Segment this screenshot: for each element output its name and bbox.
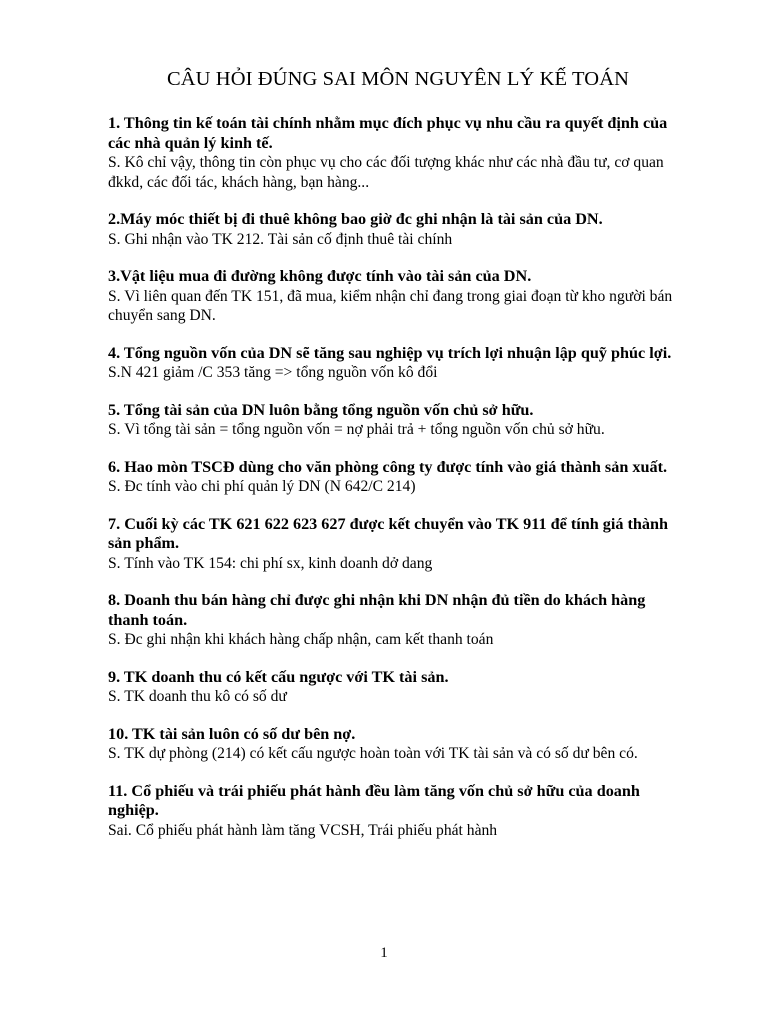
question-text: 9. TK doanh thu có kết cấu ngược với TK tài sản. [108,667,449,686]
qa-item [108,401,688,440]
question-text: 6. Hao mòn TSCĐ dùng cho văn phòng công ty được tính vào giá thành sản xuất. [108,457,668,476]
question-text: 1. Thông tin kế toán tài chính nhằm mục đích phục vụ nhu cầu ra quyết định của các nhà quản lý kinh tế. [108,114,668,152]
answer-text: S. TK doanh thu kô có số dư [108,688,287,705]
question-text: 7. Cuối kỳ các TK 621 622 623 627 được kết chuyển vào TK 911 để tính giá thành sản phẩm. [108,514,668,552]
qa-item [108,344,688,383]
qa-item [108,515,688,574]
answer-text: Sai. Cổ phiếu phát hành làm tăng VCSH, Trái phiếu phát hành [108,821,498,839]
qa-item [108,782,688,841]
question-text: 11. Cổ phiếu và trái phiếu phát hành đều làm tăng vốn chủ sở hữu của doanh nghiệp. [108,781,640,819]
qa-item [108,267,688,326]
answer-text: S. Đc tính vào chi phí quản lý DN (N 642/C 214) [108,478,416,495]
qa-item [108,210,688,249]
page-number: 1 [380,945,388,961]
question-text: 3.Vật liệu mua đi đường không được tính vào tài sản của DN. [108,267,532,285]
question-text: 4. Tổng nguồn vốn của DN sẽ tăng sau nghiệp vụ trích lợi nhuận lập quỹ phúc lợi. [108,343,672,362]
answer-text: S. Vì tổng tài sản = tổng nguồn vốn = nợ phải trả + tổng nguồn vốn chủ sở hữu. [108,421,605,438]
qa-item [108,114,688,192]
answer-text: S. Vì liên quan đến TK 151, đã mua, kiểm nhận chỉ đang trong giai đoạn từ kho người bán chuyển sang DN. [108,287,673,324]
qa-item [108,725,688,764]
document-title: CÂU HỎI ĐÚNG SAI MÔN NGUYÊN LÝ KẾ TOÁN [167,68,629,90]
document-page [108,66,688,858]
qa-item [108,668,688,707]
qa-item [108,458,688,497]
answer-text: S. TK dự phòng (214) có kết cấu ngược hoàn toàn với TK tài sản và có số dư bên có. [108,745,638,762]
answer-text: S. Ghi nhận vào TK 212. Tài sản cố định thuê tài chính [108,230,453,248]
qa-item [108,591,688,650]
answer-text: S. Đc ghi nhận khi khách hàng chấp nhận, cam kết thanh toán [108,631,494,648]
answer-text: S.N 421 giảm /C 353 tăng => tổng nguồn vốn kô đổi [108,364,438,381]
question-text: 2.Máy móc thiết bị đi thuê không bao giờ đc ghi nhận là tài sản của DN. [108,210,603,228]
question-text: 8. Doanh thu bán hàng chỉ được ghi nhận khi DN nhận đủ tiền do khách hàng thanh toán. [108,591,646,629]
question-text: 5. Tổng tài sản của DN luôn bằng tổng nguồn vốn chủ sở hữu. [108,400,534,419]
question-text: 10. TK tài sản luôn có số dư bên nợ. [108,724,356,743]
answer-text: S. Kô chỉ vậy, thông tin còn phục vụ cho các đối tượng khác như các nhà đầu tư, cơ quan đkkd, các đối tác, khách hàng, bạn hàng... [108,154,664,191]
answer-text: S. Tính vào TK 154: chi phí sx, kinh doanh dở dang [108,554,433,572]
